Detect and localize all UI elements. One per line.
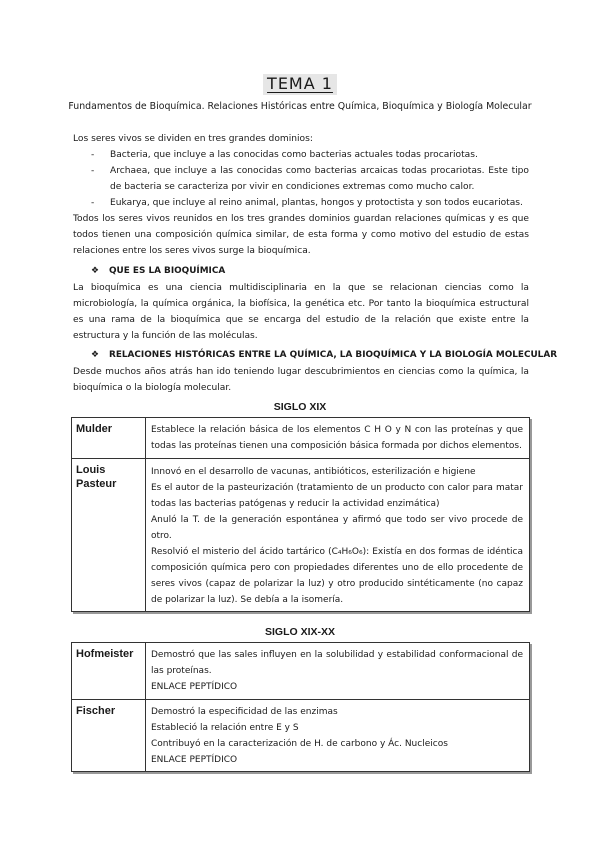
intro-text: Los seres vivos se dividen en tres grandes dominios:: [73, 134, 313, 144]
history-table: [71, 642, 530, 772]
page-subtitle: Fundamentos de Bioquímica. Relaciones Históricas entre Química, Bioquímica y Biología Molecular: [68, 101, 532, 112]
table-title: SIGLO XIX: [273, 401, 327, 413]
list-dash: -: [91, 166, 95, 176]
domain-text: Eukarya, que incluye al reino animal, plantas, hongos y protoctista y son todos eucariotas.: [110, 198, 523, 208]
section-heading-text: QUE ES LA BIOQUÍMICA: [109, 266, 226, 276]
section-heading: [91, 266, 225, 276]
domain-text: Bacteria, que incluye a las conocidas como bacterias actuales todas procariotas.: [110, 150, 478, 160]
scientist-name: Louis Pasteur: [76, 464, 117, 490]
page-title: TEMA 1: [263, 74, 337, 95]
section-text: Desde muchos años atrás han ido teniendo lugar descubrimientos en ciencias como la química, la bioquímica o la biología molecular.: [73, 367, 529, 393]
diamond-bullet-icon: ❖: [91, 266, 99, 276]
list-dash: -: [91, 198, 95, 208]
table-row: [72, 643, 529, 699]
list-dash: -: [91, 150, 95, 160]
section-heading-text: RELACIONES HISTÓRICAS ENTRE LA QUÍMICA, LA BIOQUÍMICA Y LA BIOLOGÍA MOLECULAR: [109, 350, 558, 360]
history-table: [71, 417, 530, 612]
diamond-bullet-icon: ❖: [91, 350, 99, 360]
section-heading: [91, 350, 557, 360]
scientist-contribution: Innovó en el desarrollo de vacunas, antibióticos, esterilización e higiene Es el autor de la pasteurización (tratamiento de un producto con calor para matar todas las bacterias patógenas y reducir la actividad enzimática) Anuló la T. de la generación espontánea y afirmó que todo ser vivo procede de otro. Resolvió el misterio del ácido tartárico (C₄H₆O₆): Existía en dos formas de idéntica composición química pero con propiedades diferentes uno de ello procedente de seres vivos (capaz de polarizar la luz) y otro producido sintéticamente (no capaz de polarizar la luz). Se debía a la isomería.: [151, 467, 523, 605]
page-title-wrap: [0, 74, 600, 95]
scientist-contribution: Demostró la especificidad de las enzimas Estableció la relación entre E y S Contribuyó en la caracterización de H. de carbono y Ác. Nucleicos ENLACE PEPTÍDICO: [151, 707, 448, 765]
table-row: [72, 699, 529, 772]
domain-text: Archaea, que incluye a las conocidas como bacterias arcaicas todas procariotas. Este tipo de bacteria se caracteriza por vivir en condiciones extremas como mucho calor.: [110, 166, 529, 192]
table-row: [72, 418, 529, 458]
domains-summary: Todos los seres vivos reunidos en los tres grandes dominios guardan relaciones químicas y es que todos tienen una composición química similar, de esta forma y como motivo del estudio de estas relaciones entre los seres vivos surge la bioquímica.: [73, 214, 529, 256]
table-row: [72, 458, 529, 612]
scientist-name: Mulder: [76, 423, 113, 435]
section-text: La bioquímica es una ciencia multidisciplinaria en la que se relacionan ciencias como la microbiología, la química orgánica, la biofísica, la genética etc. Por tanto la bioquímica estructural es una rama de la bioquímica que se encarga del estudio de la relación que existe entre la estructura y la función de las moléculas.: [73, 283, 529, 341]
scientist-contribution: Establece la relación básica de los elementos C H O y N con las proteínas y que todas las proteínas tienen una composición básica formada por dichos elementos.: [151, 425, 523, 451]
table-title: SIGLO XIX-XX: [264, 626, 335, 638]
scientist-name: Fischer: [76, 705, 116, 717]
scientist-contribution: Demostró que las sales influyen en la solubilidad y estabilidad conformacional de las proteínas. ENLACE PEPTÍDICO: [151, 650, 523, 692]
scientist-name: Hofmeister: [76, 648, 134, 660]
